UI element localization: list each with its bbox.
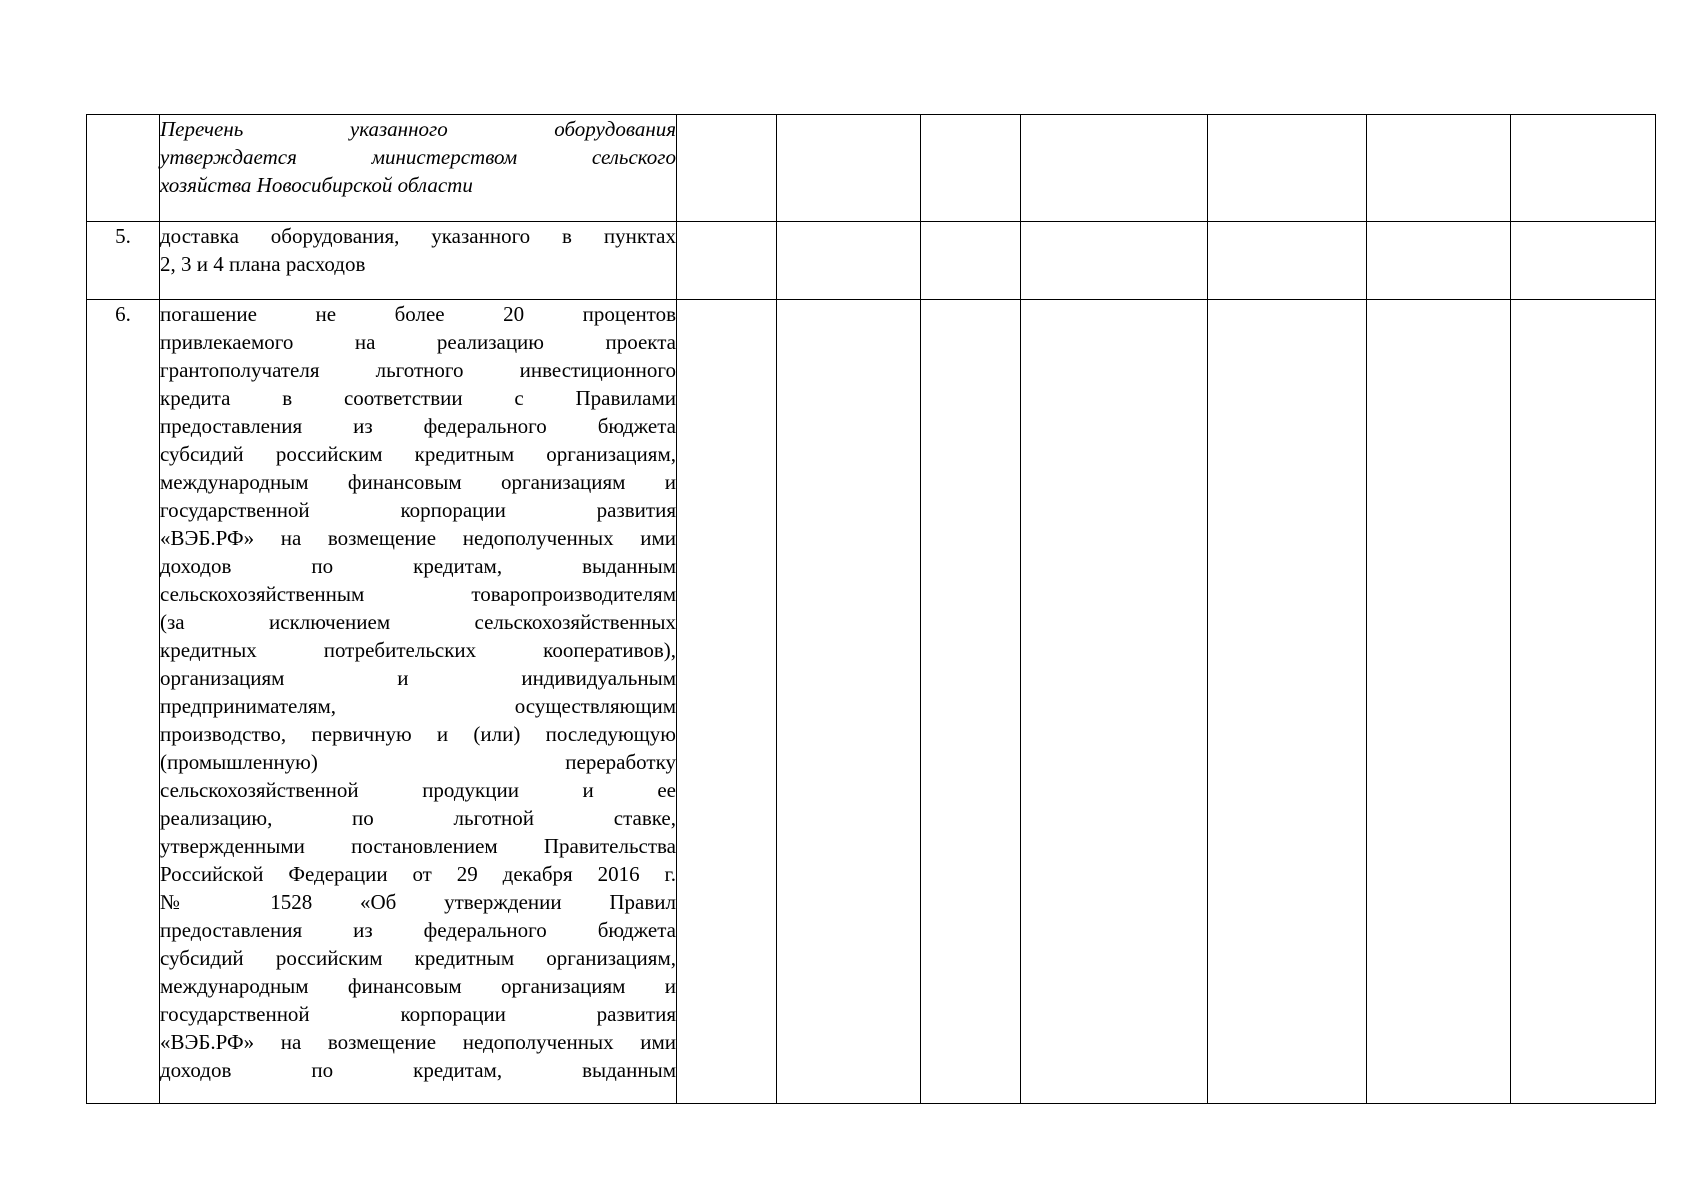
row-number-cell: 6.: [87, 300, 160, 1104]
description-line: доставка оборудования, указанного в пунктах: [160, 224, 676, 248]
table-cell: [1367, 222, 1511, 300]
table-cell: [921, 115, 1021, 222]
table-cell: [1208, 222, 1367, 300]
table-cell: [777, 300, 921, 1104]
table-cell: [1511, 115, 1656, 222]
description-line: сельскохозяйственным товаропроизводителям: [160, 582, 676, 606]
table-cell: [777, 115, 921, 222]
description-line: международным финансовым организациям и: [160, 470, 676, 494]
table-cell: [1367, 115, 1511, 222]
description-line: предоставления из федерального бюджета: [160, 918, 676, 942]
description-line: погашение не более 20 процентов: [160, 302, 676, 326]
table-cell: [677, 222, 777, 300]
table-cell: [921, 300, 1021, 1104]
table-cell: [677, 115, 777, 222]
description-line: привлекаемого на реализацию проекта: [160, 330, 676, 354]
description-line: Перечень указанного оборудования: [160, 117, 676, 141]
description-line: кредита в соответствии с Правилами: [160, 386, 676, 410]
table-row: [87, 300, 1656, 1104]
table-cell: [1511, 222, 1656, 300]
description-line: сельскохозяйственной продукции и ее: [160, 778, 676, 802]
description-line: (за исключением сельскохозяйственных: [160, 610, 676, 634]
table-cell: [677, 300, 777, 1104]
row-description-cell: [160, 300, 677, 1104]
description-line: государственной корпорации развития: [160, 498, 676, 522]
description-line: производство, первичную и (или) последующую: [160, 722, 676, 746]
description-line: кредитных потребительских кооперативов),: [160, 638, 676, 662]
description-line: 2, 3 и 4 плана расходов: [160, 252, 366, 276]
description-line: субсидий российским кредитным организациям,: [160, 946, 676, 970]
table-row: [87, 222, 1656, 300]
description-line: Российской Федерации от 29 декабря 2016 г.: [160, 862, 676, 886]
row-description-cell: [160, 222, 677, 300]
table-cell: [777, 222, 921, 300]
description-line: «ВЭБ.РФ» на возмещение недополученных ими: [160, 526, 676, 550]
description-line: № 1528 «Об утверждении Правил: [160, 890, 676, 914]
table-cell: [1208, 115, 1367, 222]
row-number-cell: 5.: [87, 222, 160, 300]
table-cell: [1511, 300, 1656, 1104]
description-line: хозяйства Новосибирской области: [160, 173, 473, 197]
description-line: международным финансовым организациям и: [160, 974, 676, 998]
description-line: утвержденными постановлением Правительства: [160, 834, 676, 858]
description-line: субсидий российским кредитным организациям,: [160, 442, 676, 466]
description-line: реализацию, по льготной ставке,: [160, 806, 676, 830]
description-line: предоставления из федерального бюджета: [160, 414, 676, 438]
description-line: (промышленную) переработку: [160, 750, 676, 774]
expense-plan-table: [86, 114, 1656, 1104]
table-cell: [1208, 300, 1367, 1104]
description-line: грантополучателя льготного инвестиционного: [160, 358, 676, 382]
row-description-cell: [160, 115, 677, 222]
description-line: организациям и индивидуальным: [160, 666, 676, 690]
description-line: доходов по кредитам, выданным: [160, 1058, 676, 1082]
description-line: доходов по кредитам, выданным: [160, 554, 676, 578]
table-cell: [1367, 300, 1511, 1104]
description-line: государственной корпорации развития: [160, 1002, 676, 1026]
description-line: предпринимателям, осуществляющим: [160, 694, 676, 718]
table-cell: [1021, 300, 1208, 1104]
table-row: [87, 115, 1656, 222]
table-cell: [1021, 222, 1208, 300]
table-cell: [1021, 115, 1208, 222]
description-line: утверждается министерством сельского: [160, 145, 676, 169]
row-number-cell: [87, 115, 160, 222]
description-line: «ВЭБ.РФ» на возмещение недополученных ими: [160, 1030, 676, 1054]
table-cell: [921, 222, 1021, 300]
